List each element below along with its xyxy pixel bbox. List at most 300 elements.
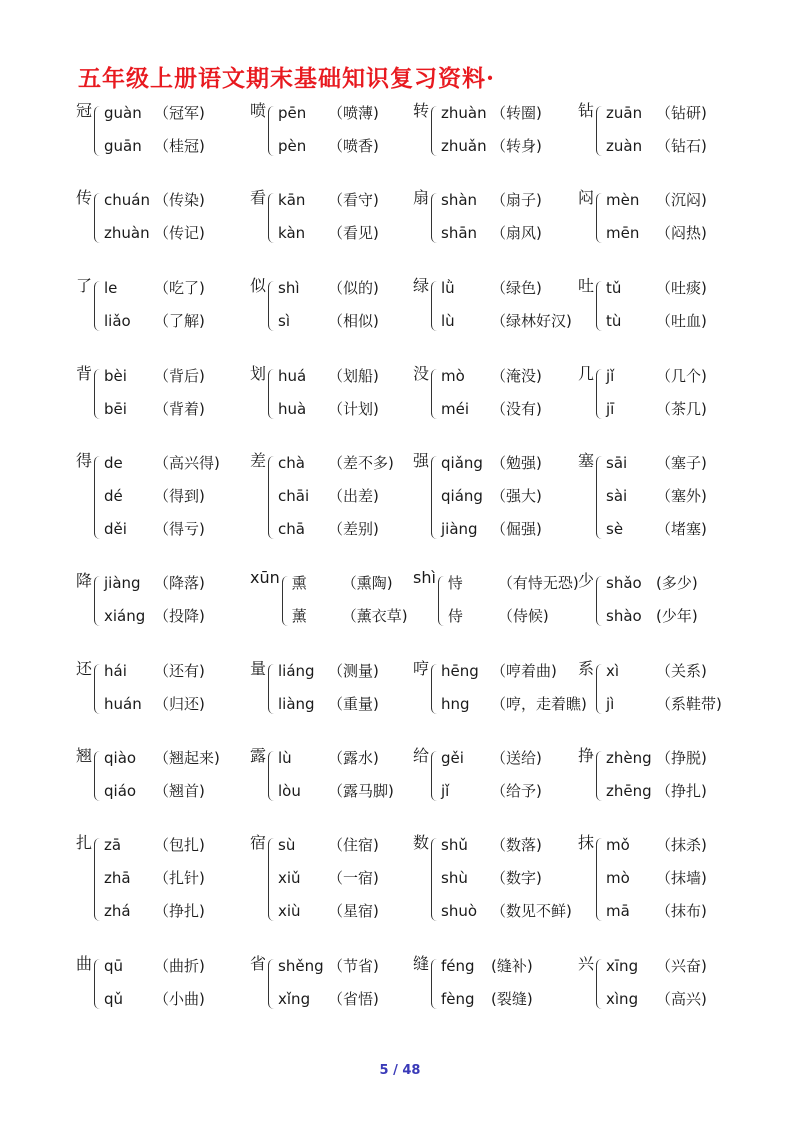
reading-row [278,950,379,983]
reading-pinyin: xì [606,662,620,680]
reading-pinyin: 侍 [447,607,463,625]
brace [596,281,603,331]
reading-row [278,983,379,1016]
polyphone-entry [76,567,205,633]
polyphone-entry [413,184,542,250]
reading-pinyin: huà [278,400,307,418]
readings-list [441,97,542,163]
readings-list [104,272,205,338]
reading-row [441,184,542,217]
reading-example: （降落) [154,574,205,592]
reading-pinyin: jī [606,400,615,418]
reading-row [104,393,205,426]
reading-example: （露马脚) [328,782,394,800]
polyphone-entry [413,950,533,1016]
reading-example: （一宿) [328,869,379,887]
brace [431,281,438,331]
reading-example: （了解) [154,312,205,330]
readings-list [441,447,542,546]
entry-head: 冠 [76,101,93,120]
reading-pinyin: lòu [278,782,301,800]
reading-example: （得亏) [154,520,205,538]
brace [596,456,603,539]
reading-pinyin: chà [278,454,305,472]
readings-list [441,655,587,721]
reading-example: （闷热) [656,224,707,242]
reading-row [278,217,379,250]
polyphone-entry [76,447,220,546]
reading-row [278,895,379,928]
brace [596,838,603,921]
reading-example: （差不多) [328,454,394,472]
reading-pinyin: méi [441,400,470,418]
entry-head: 少 [578,571,595,590]
reading-pinyin: zhā [104,869,131,887]
brace [268,664,275,714]
entry-head: 量 [250,659,267,678]
polyphone-entry [578,447,707,546]
reading-row [448,600,579,633]
brace [94,456,101,539]
reading-pinyin: lǜ [441,279,455,297]
reading-example: （抹墙) [656,869,707,887]
brace [94,281,101,331]
reading-pinyin: shǎo [606,574,642,592]
reading-example: （绿林好汉) [491,312,572,330]
reading-pinyin: xiù [278,902,301,920]
reading-example: （送给) [491,749,542,767]
polyphone-entry [578,272,707,338]
entry-head: 似 [250,276,267,295]
reading-example: （扎针) [154,869,205,887]
readings-list [606,829,707,928]
entry-head: 露 [250,746,267,765]
reading-row [441,480,542,513]
polyphone-entry [578,97,707,163]
brace [596,106,603,156]
reading-row [441,393,542,426]
reading-example: （哼，走着瞧) [491,695,587,713]
entry-head: 几 [578,364,595,383]
readings-list [441,272,572,338]
reading-pinyin: hēng [441,662,479,680]
entry-head: 宿 [250,833,267,852]
reading-row [441,305,572,338]
reading-row [441,895,572,928]
brace [431,664,438,714]
reading-pinyin: shào [606,607,642,625]
entry-head: 塞 [578,451,595,470]
reading-example: （传染) [154,191,205,209]
readings-list [292,567,408,633]
reading-pinyin: shǔ [441,836,468,854]
brace [431,751,438,801]
reading-example: （翘首) [154,782,205,800]
entry-head: 抹 [578,833,595,852]
reading-example: （似的) [328,279,379,297]
reading-example: （还有) [154,662,205,680]
reading-pinyin: sù [278,836,296,854]
readings-list [606,272,707,338]
reading-row [448,567,579,600]
reading-example: （划船) [328,367,379,385]
reading-pinyin: qiáng [441,487,483,505]
reading-pinyin: zhēng [606,782,652,800]
reading-row [606,130,707,163]
polyphone-entry [76,184,205,250]
readings-list [606,742,707,808]
reading-example: （桂冠) [154,137,205,155]
reading-row [278,447,394,480]
polyphone-entry [76,272,205,338]
reading-row [606,217,707,250]
reading-pinyin: le [104,279,118,297]
reading-example: （省悟) [328,990,379,1008]
polyphone-entry [578,829,707,928]
reading-row [606,775,707,808]
reading-pinyin: mā [606,902,630,920]
reading-row [104,983,205,1016]
readings-list [441,184,542,250]
brace [431,193,438,243]
reading-pinyin: xiáng [104,607,146,625]
polyphone-entry [578,567,698,633]
reading-pinyin: děi [104,520,127,538]
reading-example: （关系) [656,662,707,680]
polyphone-entry [578,184,707,250]
reading-example: （抹杀) [656,836,707,854]
reading-pinyin: jǐ [606,367,615,385]
reading-pinyin: shù [441,869,468,887]
reading-pinyin: qū [104,957,124,975]
reading-row [441,97,542,130]
reading-pinyin: jiàng [104,574,141,592]
entry-head: 曲 [76,954,93,973]
reading-row [606,895,707,928]
brace [431,106,438,156]
polyphone-entry [578,950,707,1016]
readings-list [104,655,205,721]
brace [438,576,445,626]
reading-example: （挣扎) [154,902,205,920]
reading-example: （看守) [328,191,379,209]
reading-pinyin: liáng [278,662,315,680]
reading-row [441,272,572,305]
polyphone-entry [413,97,542,163]
reading-example: （钻研) [656,104,707,122]
reading-example: （扇风) [491,224,542,242]
reading-pinyin: sè [606,520,624,538]
entry-head: 钻 [578,101,595,120]
reading-pinyin: lù [278,749,292,767]
reading-pinyin: fèng [441,990,475,1008]
reading-row [606,983,707,1016]
reading-example: （转圈) [491,104,542,122]
reading-pinyin: pēn [278,104,307,122]
entry-head: 没 [413,364,430,383]
reading-example: （塞外) [656,487,707,505]
reading-example: （挣脱) [656,749,707,767]
brace [94,369,101,419]
entry-head: 背 [76,364,93,383]
reading-example: （星宿) [328,902,379,920]
readings-list [441,360,542,426]
reading-row [278,862,379,895]
reading-pinyin: jǐ [441,782,450,800]
polyphone-entry [76,97,205,163]
reading-row [606,513,707,546]
brace [94,959,101,1009]
polyphone-entry [413,655,587,721]
reading-pinyin: dé [104,487,123,505]
entry-head: 喷 [250,101,267,120]
reading-row [278,130,379,163]
reading-example: （几个) [656,367,707,385]
brace [282,576,289,626]
readings-list [104,360,205,426]
reading-row [104,950,205,983]
reading-row [278,360,379,393]
reading-pinyin: bèi [104,367,127,385]
page-title: 五年级上册语文期末基础知识复习资料· [78,65,496,92]
readings-list [104,950,205,1016]
reading-example: （绿色) [491,279,542,297]
page-number: 5 / 48 [379,1063,421,1078]
reading-pinyin: chāi [278,487,310,505]
reading-row [441,742,542,775]
reading-row [441,829,572,862]
reading-pinyin: mò [606,869,630,887]
reading-pinyin: huá [278,367,307,385]
reading-example: （吃了) [154,279,205,297]
reading-row [104,895,205,928]
reading-example: （有恃无恐) [497,574,579,592]
reading-pinyin: xìng [606,990,639,1008]
entry-head: 差 [250,451,267,470]
entry-head: 系 [578,659,595,678]
reading-example: （挣扎) [656,782,707,800]
readings-list [278,447,394,546]
reading-example: （计划) [328,400,379,418]
brace [431,838,438,921]
reading-example: （勉强) [491,454,542,472]
readings-list [104,97,205,163]
reading-row [104,775,220,808]
reading-example: （扇子) [491,191,542,209]
reading-pinyin: xǐng [278,990,311,1008]
reading-example: （住宿) [328,836,379,854]
readings-list [278,97,379,163]
reading-pinyin: tù [606,312,622,330]
reading-example: （喷香) [328,137,379,155]
readings-list [441,742,542,808]
readings-list [104,567,205,633]
reading-row [278,655,379,688]
reading-example: （吐痰) [656,279,707,297]
reading-example: (缝补) [491,957,533,975]
reading-pinyin: 恃 [447,574,463,592]
reading-example: （熏陶) [341,574,393,592]
reading-pinyin: zuān [606,104,643,122]
reading-row [104,862,205,895]
reading-example: （投降) [154,607,205,625]
reading-pinyin: chuán [104,191,150,209]
reading-row [278,272,379,305]
brace [268,281,275,331]
entry-head: 强 [413,451,430,470]
reading-example: （冠军) [154,104,205,122]
reading-row [104,305,205,338]
reading-row [104,742,220,775]
reading-pinyin: zuàn [606,137,643,155]
reading-pinyin: gěi [441,749,464,767]
polyphone-entry [413,272,572,338]
polyphone-entry [578,655,722,721]
reading-pinyin: tǔ [606,279,622,297]
reading-example: （塞子) [656,454,707,472]
reading-pinyin: guàn [104,104,142,122]
readings-list [104,447,220,546]
reading-example: （得到) [154,487,205,505]
polyphone-entry [413,567,579,633]
reading-row [104,567,205,600]
reading-pinyin: shì [278,279,300,297]
reading-row [606,567,698,600]
reading-example: （归还) [154,695,205,713]
brace [596,664,603,714]
reading-row [441,950,533,983]
readings-list [104,829,205,928]
reading-row [104,688,205,721]
brace [596,751,603,801]
reading-row [278,513,394,546]
readings-list [606,950,707,1016]
readings-list [104,184,205,250]
entry-head: 数 [413,833,430,852]
entry-head: 得 [76,451,93,470]
reading-row [606,305,707,338]
reading-example: （包扎) [154,836,205,854]
reading-row [104,360,205,393]
reading-pinyin: féng [441,957,475,975]
reading-example: （淹没) [491,367,542,385]
brace [596,959,603,1009]
polyphone-entry [250,447,394,546]
reading-pinyin: shàn [441,191,478,209]
reading-row [104,217,205,250]
reading-row [606,393,707,426]
reading-example: （重量) [328,695,379,713]
reading-pinyin: bēi [104,400,127,418]
reading-pinyin: liàng [278,695,315,713]
reading-row [278,688,379,721]
reading-row [441,513,542,546]
reading-example: （高兴得) [154,454,220,472]
reading-example: （沉闷) [656,191,707,209]
reading-example: （给予) [491,782,542,800]
reading-row [606,184,707,217]
entry-head: 扇 [413,188,430,207]
reading-pinyin: kān [278,191,306,209]
polyphone-entry [76,360,205,426]
reading-row [606,480,707,513]
reading-pinyin: xīng [606,957,639,975]
brace [94,193,101,243]
reading-example: （抹布) [656,902,707,920]
reading-row [606,862,707,895]
brace [94,664,101,714]
entry-head: 划 [250,364,267,383]
readings-list [278,655,379,721]
readings-list [278,360,379,426]
reading-pinyin: mèn [606,191,640,209]
reading-row [104,513,220,546]
entry-head: 转 [413,101,430,120]
polyphone-entry [578,742,707,808]
polyphone-entry [413,447,542,546]
brace [431,959,438,1009]
readings-list [441,950,533,1016]
reading-pinyin: zhuǎn [441,137,487,155]
reading-pinyin: liǎo [104,312,131,330]
reading-example: （翘起来) [154,749,220,767]
reading-row [606,688,722,721]
reading-pinyin: qiǎng [441,454,483,472]
reading-example: （出差) [328,487,379,505]
reading-row [278,97,379,130]
reading-pinyin: shuò [441,902,478,920]
brace [596,369,603,419]
reading-pinyin: hái [104,662,127,680]
readings-list [606,567,698,633]
reading-example: （数落) [491,836,542,854]
reading-example: （差别) [328,520,379,538]
reading-pinyin: de [104,454,123,472]
reading-example: （看见) [328,224,379,242]
polyphone-entry [413,360,542,426]
entry-head: 降 [76,571,93,590]
brace [94,838,101,921]
reading-pinyin: mò [441,367,465,385]
reading-pinyin: zā [104,836,122,854]
polyphone-entry [250,655,379,721]
reading-example: （喷薄) [328,104,379,122]
entry-head: 挣 [578,746,595,765]
reading-row [606,742,707,775]
reading-row [104,829,205,862]
reading-pinyin: pèn [278,137,307,155]
reading-pinyin: jì [606,695,615,713]
reading-row [441,447,542,480]
reading-pinyin: kàn [278,224,306,242]
entry-head: 看 [250,188,267,207]
polyphone-entry [76,950,205,1016]
entry-head: 绿 [413,276,430,295]
reading-example: （转身) [491,137,542,155]
readings-list [278,742,394,808]
brace [268,369,275,419]
reading-row [104,600,205,633]
reading-pinyin: zhá [104,902,131,920]
brace [268,751,275,801]
polyphone-entry [76,742,220,808]
reading-example: （相似) [328,312,379,330]
reading-pinyin: mǒ [606,836,630,854]
entry-head: 闷 [578,188,595,207]
reading-example: （背着) [154,400,205,418]
reading-pinyin: zhuàn [441,104,487,122]
reading-row [104,272,205,305]
